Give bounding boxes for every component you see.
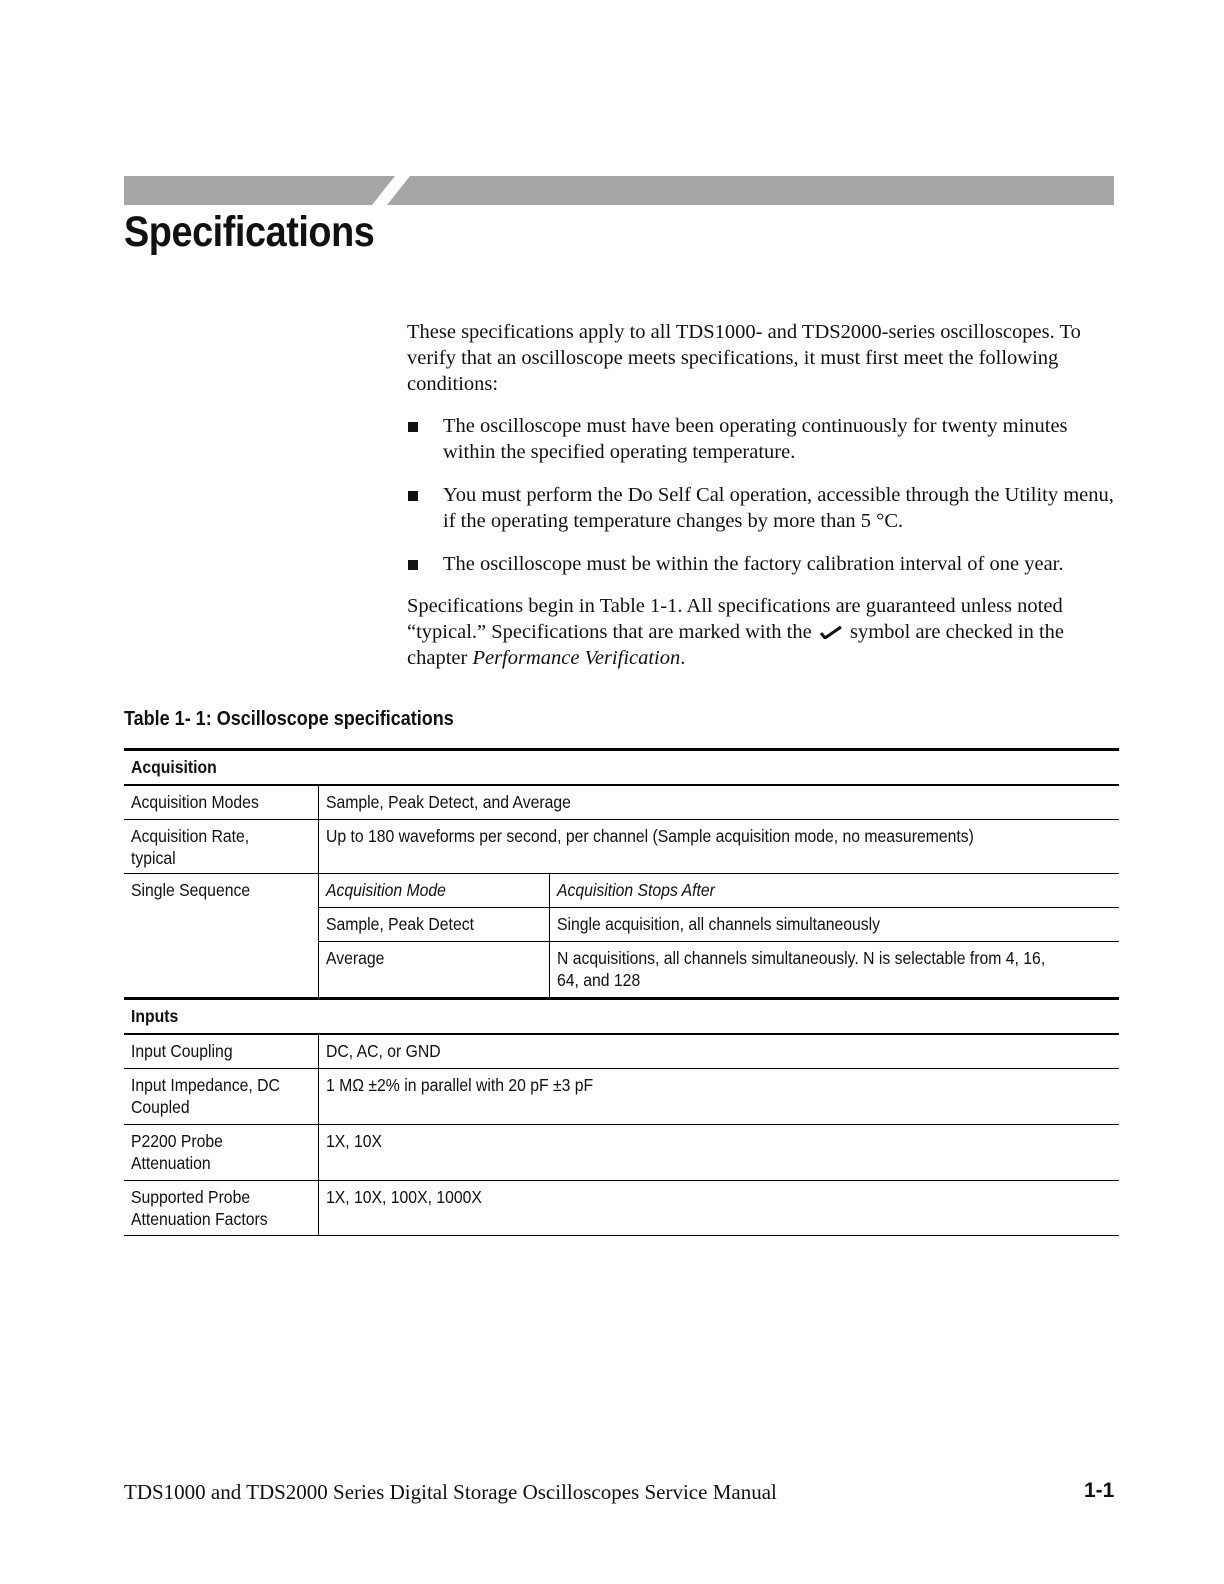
mode-value: Sample, Peak Detect <box>326 914 474 934</box>
spec-label: Supported Probe Attenuation Factors <box>131 1187 268 1229</box>
chapter-header-bar <box>124 176 1114 205</box>
table-row <box>124 1069 1119 1125</box>
spec-value: 1 MΩ ±2% in parallel with 20 pF ±3 pF <box>326 1075 594 1095</box>
specifications-note <box>407 593 1117 671</box>
square-bullet-icon <box>408 560 418 570</box>
list-item <box>407 551 1117 577</box>
table-row <box>124 874 1119 908</box>
stops-value: Single acquisition, all channels simultaneously <box>557 914 881 934</box>
column-header-mode: Acquisition Mode <box>326 880 446 900</box>
chapter-reference: Performance Verification <box>472 647 681 669</box>
section-heading: Inputs <box>131 1006 179 1026</box>
list-item <box>407 482 1117 534</box>
stops-value: N acquisitions, all channels simultaneously. N is selectable from 4, 16, 64, and 128 <box>557 948 1046 990</box>
intro-paragraph: These specifications apply to all TDS1000- and TDS2000-series oscilloscopes. To verify that an oscilloscope meets specifications, it must first meet the following conditions: <box>407 321 1081 395</box>
mode-value: Average <box>326 948 385 968</box>
check-mark-icon <box>820 625 842 639</box>
section-heading: Acquisition <box>131 757 217 777</box>
list-item-text: The oscilloscope must be within the factory calibration interval of one year. <box>443 553 1064 575</box>
page-title: Specifications <box>124 208 375 256</box>
note-text-end: . <box>680 647 686 669</box>
table-section-inputs <box>124 999 1119 1035</box>
spec-value: DC, AC, or GND <box>326 1041 441 1061</box>
footer-manual-title: TDS1000 and TDS2000 Series Digital Storage Oscilloscopes Service Manual <box>124 1480 777 1504</box>
list-item <box>407 413 1117 465</box>
intro-section <box>407 319 1117 671</box>
square-bullet-icon <box>408 422 418 432</box>
spec-label: Single Sequence <box>131 880 251 900</box>
spec-value: 1X, 10X <box>326 1131 383 1151</box>
spec-label: Acquisition Modes <box>131 792 259 812</box>
list-item-text: The oscilloscope must have been operating continuously for twenty minutes within the specified operating temperature. <box>443 415 1068 463</box>
spec-label: Acquisition Rate, typical <box>131 826 250 868</box>
table-row <box>124 1034 1119 1069</box>
table-section-acquisition <box>124 750 1119 786</box>
footer-page-number: 1-1 <box>1084 1479 1115 1502</box>
column-header-stops: Acquisition Stops After <box>557 880 715 900</box>
spec-label: Input Impedance, DC Coupled <box>131 1075 280 1117</box>
spec-value: Up to 180 waveforms per second, per channel (Sample acquisition mode, no measurements) <box>326 826 974 846</box>
table-row <box>124 1181 1119 1236</box>
table-row <box>124 1125 1119 1181</box>
oscilloscope-spec-table <box>124 748 1119 1236</box>
table-caption: Table 1- 1: Oscilloscope specifications <box>124 708 454 730</box>
spec-value: Sample, Peak Detect, and Average <box>326 792 571 812</box>
note-text-start: Specifications begin in Table 1-1. All specifications are guaranteed unless noted “typical.” Specifications that are marked with the <box>407 595 1063 643</box>
spec-label: Input Coupling <box>131 1041 233 1061</box>
square-bullet-icon <box>408 491 418 501</box>
spec-value: 1X, 10X, 100X, 1000X <box>326 1187 482 1207</box>
note-text-middle: symbol are checked in the chapter <box>407 621 1064 669</box>
table-row <box>124 785 1119 820</box>
list-item-text: You must perform the Do Self Cal operation, accessible through the Utility menu, if the operating temperature changes by more than 5 °C. <box>443 484 1114 532</box>
spec-label: P2200 Probe Attenuation <box>131 1131 223 1173</box>
conditions-list <box>407 413 1117 577</box>
table-row <box>124 820 1119 874</box>
